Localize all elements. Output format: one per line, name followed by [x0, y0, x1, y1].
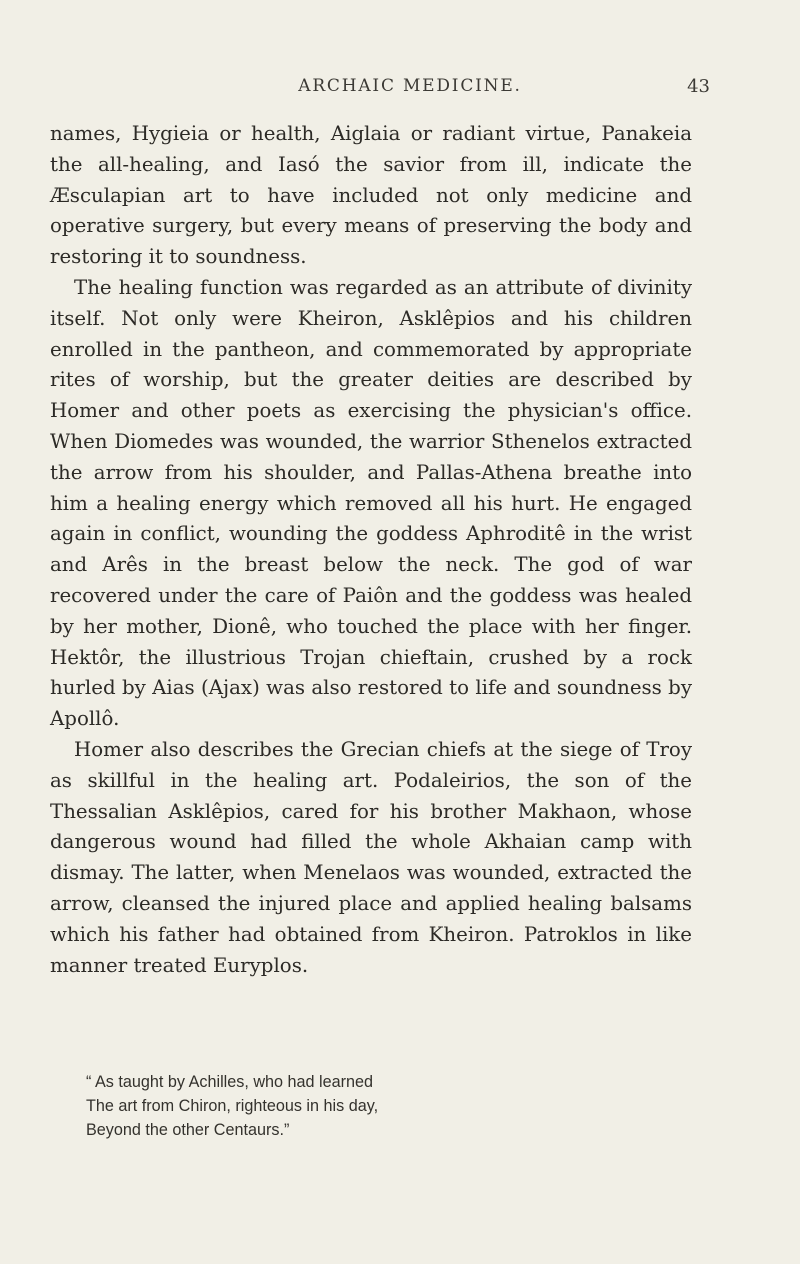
verse-line: Beyond the other Centaurs.”: [86, 1121, 290, 1139]
body-text: [50, 119, 692, 981]
paragraph-grecian-chiefs: Homer also describes the Grecian chiefs at the siege of Troy as skillful in the healing art. Podaleirios, the son of the Thessalian Asklêpios, cared for his brother Makhaon, whose dangerous wound had filled the whole Akhaian camp with dismay. The latter, when Menelaos was wounded, extracted the arrow, cleansed the injured place and applied healing balsams which his father had obtained from Kheiron. Patroklos in like manner treated Euryplos.: [50, 737, 692, 977]
page-number: 43: [687, 76, 710, 97]
verse-quotation: [86, 1070, 686, 1142]
page-header: [110, 76, 710, 104]
verse-line: The art from Chiron, righteous in his day,: [86, 1097, 379, 1115]
paragraph-divine-healing: The healing function was regarded as an attribute of divinity itself. Not only were Kheiron, Asklêpios and his children enrolled in the pantheon, and commemorated by appropriate rites of worship, but the greater deities are described by Homer and other poets as exercising the physician's office. When Diomedes was wounded, the warrior Sthenelos extracted the arrow from his shoulder, and Pallas-Athena breathe into him a healing energy which removed all his hurt. He engaged again in conflict, wounding the goddess Aphroditê in the wrist and Arês in the breast below the neck. The god of war recovered under the care of Paiôn and the goddess was healed by her mother, Dionê, who touched the place with her finger. Hektôr, the illustrious Trojan chieftain, crushed by a rock hurled by Aias (Ajax) was also restored to life and soundness by Apollô.: [50, 275, 692, 731]
paragraph-continued: names, Hygieia or health, Aiglaia or radiant virtue, Panakeia the all-healing, and Iasó the savior from ill, indicate the Æsculapian art to have included not only medicine and operative surgery, but every means of preserving the body and restoring it to soundness.: [50, 122, 692, 269]
verse-line: “ As taught by Achilles, who had learned: [86, 1073, 374, 1091]
running-head: ARCHAIC MEDICINE.: [298, 76, 522, 96]
